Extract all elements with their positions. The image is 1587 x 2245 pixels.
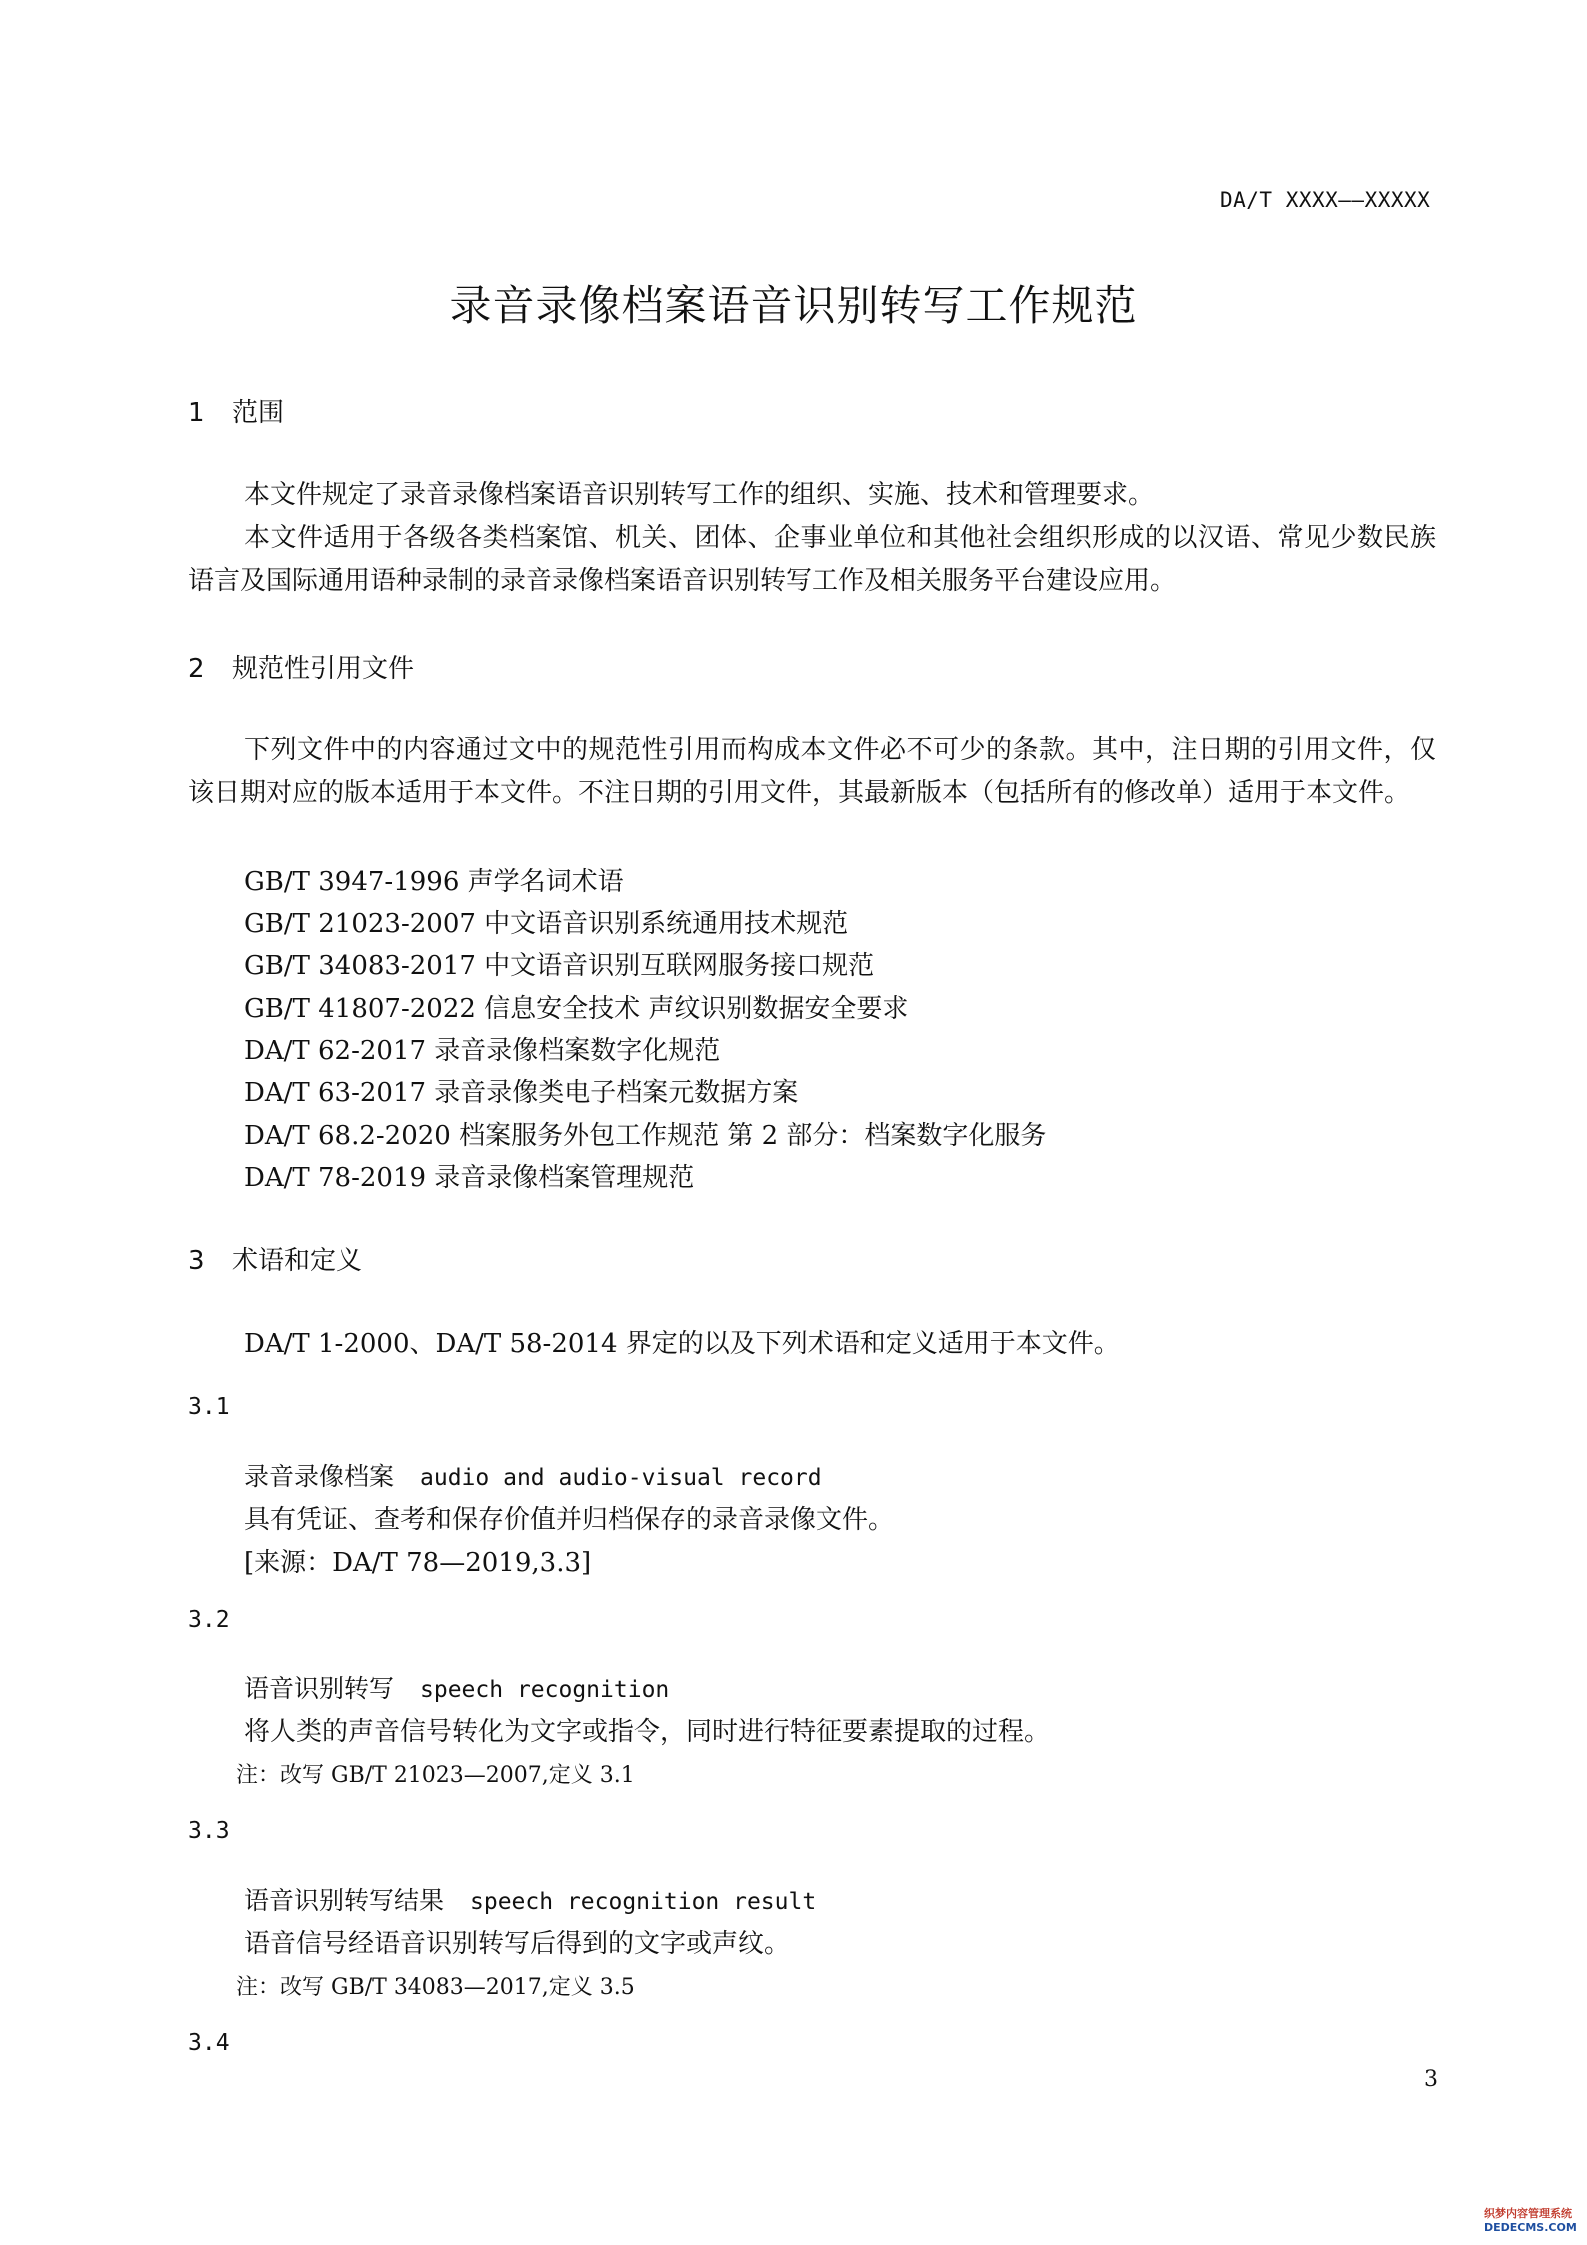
watermark-line-2: DEDECMS.COM xyxy=(1484,2221,1577,2234)
term-note: 注：改写 GB/T 21023—2007,定义 3.1 xyxy=(236,1763,635,1788)
term-chinese: 录音录像档案 xyxy=(244,1462,395,1491)
clause-number: 3.2 xyxy=(188,1607,230,1633)
term-english: audio and audio-visual record xyxy=(420,1465,822,1491)
term-english: speech recognition xyxy=(420,1677,670,1703)
section-2-paragraph-1: 下列文件中的内容通过文中的规范性引用而构成本文件必不可少的条款。其中，注日期的引用文件，仅该日期对应的版本适用于本文件。不注日期的引用文件，其最新版本（包括所有的修改单）适用于本文件。 xyxy=(188,735,1436,808)
reference-item: DA/T 68.2-2020 档案服务外包工作规范 第 2 部分：档案数字化服务 xyxy=(244,1121,1047,1151)
term-chinese: 语音识别转写 xyxy=(244,1674,395,1703)
term-definition: 语音信号经语音识别转写后得到的文字或声纹。 xyxy=(244,1929,791,1959)
watermark-line-1: 织梦内容管理系统 xyxy=(1484,2207,1572,2220)
term-entry xyxy=(244,1881,816,1917)
document-title: 录音录像档案语音识别转写工作规范 xyxy=(449,281,1138,330)
term-entry xyxy=(244,1457,822,1493)
clause-number: 3.1 xyxy=(188,1394,230,1420)
reference-item: GB/T 41807-2022 信息安全技术 声纹识别数据安全要求 xyxy=(244,994,909,1024)
term-definition: 将人类的声音信号转化为文字或指令，同时进行特征要素提取的过程。 xyxy=(244,1717,1051,1747)
section-title: 规范性引用文件 xyxy=(232,654,415,684)
reference-item: DA/T 62-2017 录音录像档案数字化规范 xyxy=(244,1036,721,1066)
term-entry xyxy=(244,1669,669,1705)
page-number: 3 xyxy=(1424,2067,1438,2092)
section-number: 2 xyxy=(188,654,205,684)
reference-item: GB/T 3947-1996 声学名词术语 xyxy=(244,867,624,897)
term-english: speech recognition result xyxy=(470,1889,817,1915)
section-1-heading xyxy=(188,392,284,429)
section-2-heading xyxy=(188,648,414,685)
reference-item: DA/T 63-2017 录音录像类电子档案元数据方案 xyxy=(244,1078,799,1108)
section-title: 范围 xyxy=(232,398,285,428)
term-note: 注：改写 GB/T 34083—2017,定义 3.5 xyxy=(236,1975,635,2000)
standard-code: DA/T XXXX——XXXXX xyxy=(1220,188,1431,212)
section-1-paragraph-1: 本文件规定了录音录像档案语音识别转写工作的组织、实施、技术和管理要求。 xyxy=(244,480,1155,510)
section-3-heading xyxy=(188,1240,362,1277)
term-definition: 具有凭证、查考和保存价值并归档保存的录音录像文件。 xyxy=(244,1505,895,1535)
section-number: 1 xyxy=(188,398,205,428)
reference-item: DA/T 78-2019 录音录像档案管理规范 xyxy=(244,1163,695,1193)
term-chinese: 语音识别转写结果 xyxy=(244,1886,445,1915)
clause-number: 3.3 xyxy=(188,1818,230,1844)
term-source: [来源：DA/T 78—2019,3.3] xyxy=(244,1548,592,1578)
site-watermark xyxy=(1484,2205,1584,2241)
reference-item: GB/T 34083-2017 中文语音识别互联网服务接口规范 xyxy=(244,951,875,981)
section-title: 术语和定义 xyxy=(232,1246,363,1276)
reference-item: GB/T 21023-2007 中文语音识别系统通用技术规范 xyxy=(244,909,849,939)
clause-number: 3.4 xyxy=(188,2030,230,2056)
section-3-paragraph-1: DA/T 1-2000、DA/T 58-2014 界定的以及下列术语和定义适用于本文件。 xyxy=(244,1329,1120,1359)
section-1-paragraph-2: 本文件适用于各级各类档案馆、机关、团体、企事业单位和其他社会组织形成的以汉语、常见少数民族语言及国际通用语种录制的录音录像档案语音识别转写工作及相关服务平台建设应用。 xyxy=(188,523,1436,596)
section-number: 3 xyxy=(188,1246,205,1276)
